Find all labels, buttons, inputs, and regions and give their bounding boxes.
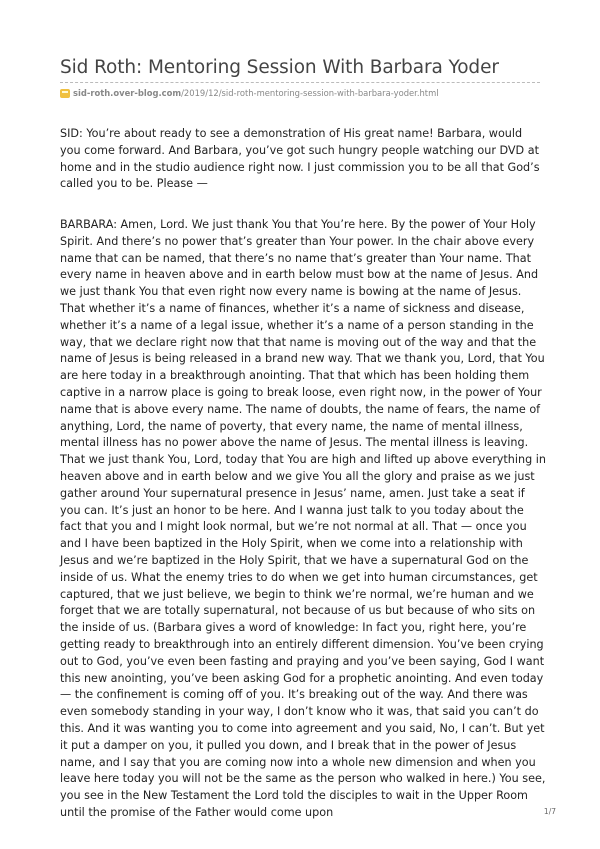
source-line (60, 86, 540, 100)
source-path[interactable]: /2019/12/sid-roth-mentoring-session-with-barbara-yoder.html (181, 88, 439, 98)
paragraph-barbara: BARBARA: Amen, Lord. We just thank You that You’re here. By the power of Your Holy Spirit. And there’s no power that’s greater than Your power. In the chair above every name that can be named, that there’s no name that’s greater than Your name. That every name in heaven above and in earth below must bow at the name of Jesus. And we just thank You that even right now every name is bowing at the name of Jesus. That whether it’s a name of finances, whether it’s a name of sickness and disease, whether it’s a name of a legal issue, whether it’s a name of a person standing in the way, that we declare right now that that name is moving out of the way and that the name of Jesus is being released in a brand new way. That we thank you, Lord, that You are here today in a breakthrough anointing. That that which has been holding them captive in a narrow place is going to break loose, even right now, in the power of Your name that is above every name. The name of doubts, the name of fears, the name of anything, Lord, the name of poverty, that every name, the name of mental illness, mental illness has no power above the name of Jesus. The mental illness is leaving. That we just thank You, Lord, today that You are high and lifted up above everything in heaven above and in earth below and we give You all the glory and praise as we just gather around Your supernatural presence in Jesus’ name, amen. Just take a seat if you can. It’s just an honor to be here. And I wanna just talk to you today about the fact that you and I might look normal, but we’re not normal at all. That — once you and I have been baptized in the Holy Spirit, when we come into a relationship with Jesus and we’re baptized in the Holy Spirit, that we have a supernatural God on the inside of us. What the enemy tries to do when we get into human circumstances, get captured, that we just believe, we begin to think we’re normal, we’re human and we forget that we are totally supernatural, not because of us but because of who sits on the inside of us. (Barbara gives a word of knowledge: In fact you, right here, you’re getting ready to breakthrough into an entirely different dimension. You’ve been crying out to God, you’ve even been fasting and praying and you’ve been saying, God I want this new anointing, you’ve been asking God for a prophetic anointing. And even today — the confinement is coming off of you. It’s breaking out of the way. And there was even somebody standing in your way, I don’t know who it was, that said you can’t do this. And it was wanting you to come into agreement and you said, No, I can’t. But yet it put a damper on you, it pulled you down, and I break that in the power of Jesus name, and I say that you are coming now into a whole new dimension and when you leave here today you will not be the same as the person who walked in here.) You see, you see in the New Testament the Lord told the disciples to wait in the Upper Room until the promise of the Father would come upon (60, 218, 546, 819)
blog-icon (60, 89, 70, 98)
page-number: 1/7 (543, 807, 556, 816)
title-divider (60, 82, 540, 83)
page-title: Sid Roth: Mentoring Session With Barbara Yoder (60, 57, 499, 78)
source-domain[interactable]: sid-roth.over-blog.com (73, 88, 182, 98)
paragraph-sid: SID: You’re about ready to see a demonstration of His great name! Barbara, would you come forward. And Barbara, you’ve got such hungry people watching our DVD at home and in the studio audience right now. I just commission you to be all that God’s called you to be. Please — (60, 127, 540, 191)
